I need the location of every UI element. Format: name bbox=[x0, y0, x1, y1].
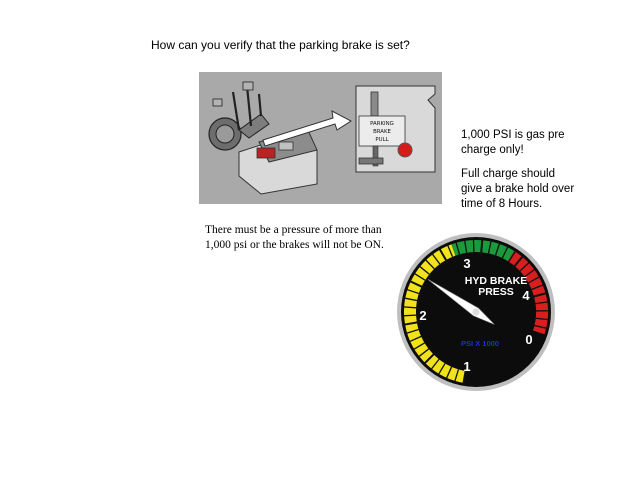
gauge-tick bbox=[403, 315, 416, 316]
requirement-line-1: There must be a pressure of more than bbox=[205, 224, 382, 236]
gauge-numeral-3: 3 bbox=[463, 256, 471, 271]
gauge-numeral-1: 1 bbox=[463, 359, 471, 374]
pressure-note bbox=[461, 128, 631, 212]
placard-line-1: PARKING bbox=[370, 121, 394, 127]
gauge-hub bbox=[473, 309, 480, 316]
parking-brake-closeup bbox=[356, 86, 435, 172]
gauge-numeral-0: 0 bbox=[525, 332, 533, 347]
placard-line-3: PULL bbox=[375, 137, 389, 143]
pressure-note-line-2: charge only! bbox=[461, 144, 524, 156]
pressure-note-line-3: Full charge should bbox=[461, 168, 555, 180]
hyd-brake-pressure-gauge bbox=[396, 232, 556, 392]
gauge-title-line-2: PRESS bbox=[478, 286, 514, 298]
placard-line-2: BRAKE bbox=[373, 129, 391, 135]
pressure-note-line-4: give a brake hold over bbox=[461, 183, 575, 195]
question-text: How can you verify that the parking brake is set? bbox=[151, 38, 410, 52]
requirement-line-2: 1,000 psi or the brakes will not be ON. bbox=[205, 239, 384, 251]
gauge-tick bbox=[403, 307, 416, 308]
brake-requirement-note bbox=[205, 223, 415, 253]
parking-brake-illustration bbox=[199, 72, 442, 204]
gauge-title-line-1: HYD BRAKE bbox=[464, 275, 528, 287]
pressure-note-line-5: time of 8 Hours. bbox=[461, 198, 543, 210]
parking-brake-handle bbox=[359, 158, 383, 164]
parking-brake-light bbox=[398, 143, 412, 157]
gauge-unit-label: PSI X 1000 bbox=[461, 339, 499, 348]
pressure-note-line-1: 1,000 PSI is gas pre bbox=[461, 129, 565, 141]
gauge-numeral-4: 4 bbox=[522, 288, 530, 303]
gauge-numeral-2: 2 bbox=[419, 308, 427, 323]
